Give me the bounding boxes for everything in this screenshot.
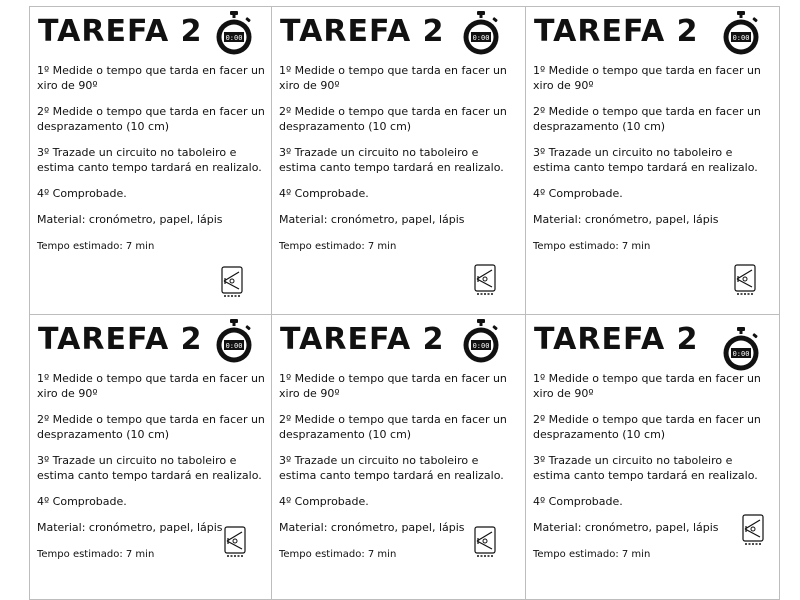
timer-display: 0:00	[225, 342, 243, 350]
stopwatch-icon	[213, 11, 255, 55]
step-1: 1º Medide o tempo que tarda en facer un xiro de 90º	[279, 64, 507, 92]
card-title: TAREFA 2	[534, 14, 699, 49]
step-1: 1º Medide o tempo que tarda en facer un xiro de 90º	[37, 64, 265, 92]
card-body	[533, 63, 769, 265]
robot-sketch-icon	[732, 263, 758, 297]
step-2: 2º Medide o tempo que tarda en facer un desprazamento (10 cm)	[37, 413, 265, 441]
step-4: 4º Comprobade.	[533, 187, 623, 200]
stopwatch-icon	[460, 11, 502, 55]
estimated-time: Tempo estimado: 7 min	[37, 241, 155, 252]
step-1: 1º Medide o tempo que tarda en facer un xiro de 90º	[533, 64, 761, 92]
estimated-time: Tempo estimado: 7 min	[279, 549, 397, 560]
materials: Material: cronómetro, papel, lápis	[37, 521, 223, 534]
step-1: 1º Medide o tempo que tarda en facer un xiro de 90º	[533, 372, 761, 400]
step-2: 2º Medide o tempo que tarda en facer un desprazamento (10 cm)	[533, 105, 761, 133]
timer-display: 0:00	[732, 34, 750, 42]
stopwatch-icon	[460, 319, 502, 363]
card-title: TAREFA 2	[280, 322, 445, 357]
step-3: 3º Trazade un circuito no taboleiro e estima canto tempo tardará en realizalo.	[37, 454, 262, 482]
task-card	[272, 6, 526, 315]
timer-display: 0:00	[732, 350, 750, 358]
task-card	[29, 315, 272, 600]
step-3: 3º Trazade un circuito no taboleiro e estima canto tempo tardará en realizalo.	[279, 454, 504, 482]
estimated-time: Tempo estimado: 7 min	[279, 241, 397, 252]
robot-sketch-icon	[740, 513, 766, 547]
card-body	[279, 63, 515, 265]
step-4: 4º Comprobade.	[37, 187, 127, 200]
step-4: 4º Comprobade.	[37, 495, 127, 508]
materials: Material: cronómetro, papel, lápis	[533, 213, 719, 226]
task-card	[272, 315, 526, 600]
estimated-time: Tempo estimado: 7 min	[533, 549, 651, 560]
step-3: 3º Trazade un circuito no taboleiro e estima canto tempo tardará en realizalo.	[279, 146, 504, 174]
stopwatch-icon	[213, 319, 255, 363]
step-3: 3º Trazade un circuito no taboleiro e estima canto tempo tardará en realizalo.	[533, 454, 758, 482]
materials: Material: cronómetro, papel, lápis	[279, 521, 465, 534]
step-2: 2º Medide o tempo que tarda en facer un desprazamento (10 cm)	[37, 105, 265, 133]
materials: Material: cronómetro, papel, lápis	[533, 521, 719, 534]
timer-display: 0:00	[472, 342, 490, 350]
materials: Material: cronómetro, papel, lápis	[37, 213, 223, 226]
step-4: 4º Comprobade.	[279, 495, 369, 508]
card-title: TAREFA 2	[38, 14, 203, 49]
card-title: TAREFA 2	[38, 322, 203, 357]
step-2: 2º Medide o tempo que tarda en facer un desprazamento (10 cm)	[279, 105, 507, 133]
robot-sketch-icon	[219, 265, 245, 299]
card-title: TAREFA 2	[280, 14, 445, 49]
task-card	[526, 315, 780, 600]
timer-display: 0:00	[225, 34, 243, 42]
step-4: 4º Comprobade.	[279, 187, 369, 200]
step-2: 2º Medide o tempo que tarda en facer un desprazamento (10 cm)	[279, 413, 507, 441]
robot-sketch-icon	[222, 525, 248, 559]
materials: Material: cronómetro, papel, lápis	[279, 213, 465, 226]
step-1: 1º Medide o tempo que tarda en facer un xiro de 90º	[279, 372, 507, 400]
step-1: 1º Medide o tempo que tarda en facer un xiro de 90º	[37, 372, 265, 400]
card-title: TAREFA 2	[534, 322, 699, 357]
estimated-time: Tempo estimado: 7 min	[533, 241, 651, 252]
step-3: 3º Trazade un circuito no taboleiro e estima canto tempo tardará en realizalo.	[37, 146, 262, 174]
card-body	[533, 371, 769, 573]
timer-display: 0:00	[472, 34, 490, 42]
robot-sketch-icon	[472, 525, 498, 559]
task-card	[526, 6, 780, 315]
stopwatch-icon	[720, 327, 762, 371]
robot-sketch-icon	[472, 263, 498, 297]
step-2: 2º Medide o tempo que tarda en facer un desprazamento (10 cm)	[533, 413, 761, 441]
step-4: 4º Comprobade.	[533, 495, 623, 508]
card-body	[37, 63, 272, 265]
step-3: 3º Trazade un circuito no taboleiro e estima canto tempo tardará en realizalo.	[533, 146, 758, 174]
stopwatch-icon	[720, 11, 762, 55]
estimated-time: Tempo estimado: 7 min	[37, 549, 155, 560]
task-card	[29, 6, 272, 315]
